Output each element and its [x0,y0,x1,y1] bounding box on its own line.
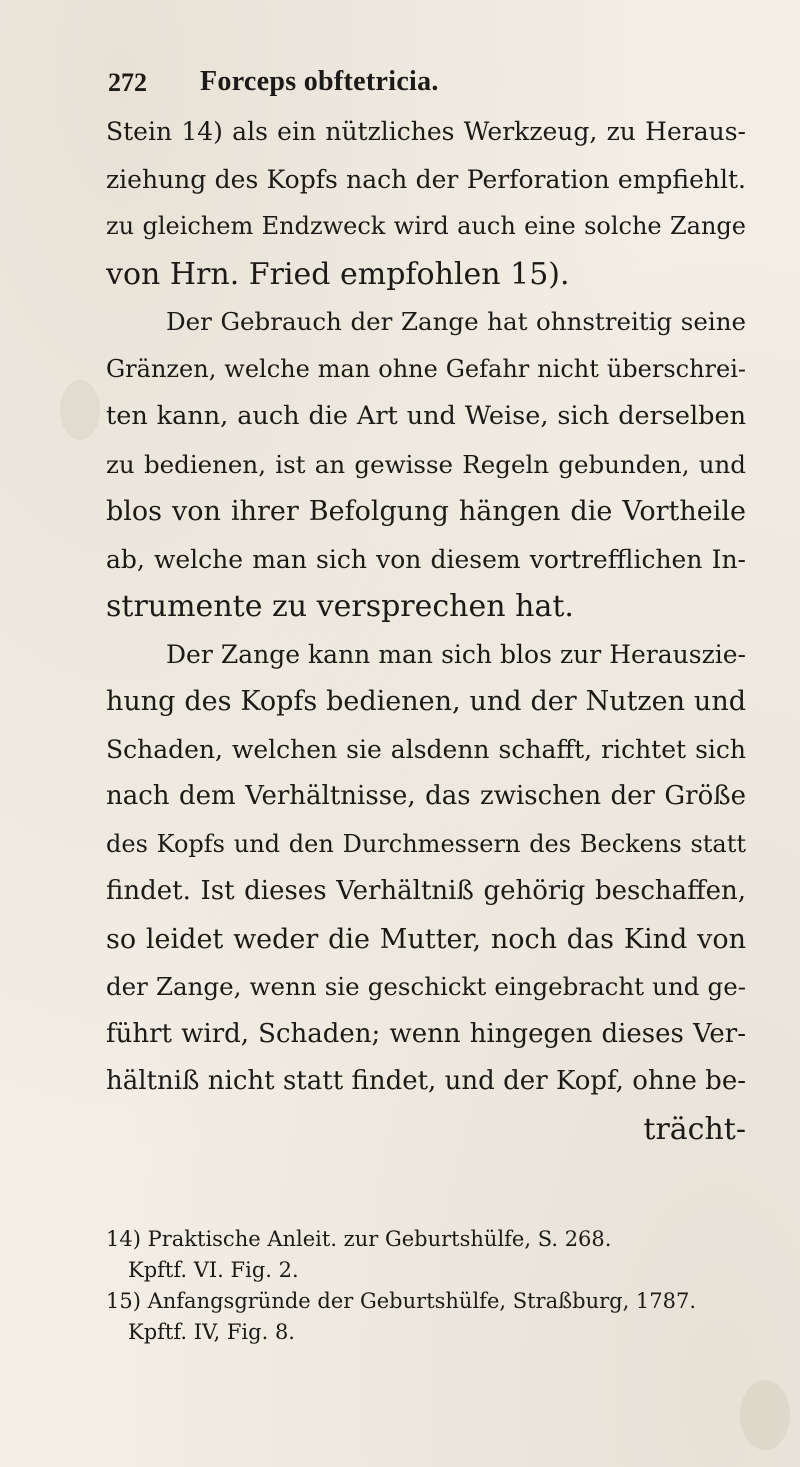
text-line: hung des Kopfs bedienen, und der Nutzen und [106,686,746,717]
text-line: führt wird, Schaden; wenn hingegen dieses Ver- [106,1018,746,1049]
paper-stain [60,380,100,440]
body-text [106,108,746,1153]
text-line: so leidet weder die Mutter, noch das Kind von [106,923,746,955]
footnote-line: 14) Praktische Anleit. zur Geburtshülfe, S. 268. [106,1227,612,1251]
text-line: ab, welche man sich von diesem vortrefflichen In- [106,544,746,574]
text-line: Der Zange kann man sich blos zur Herauszie- [166,639,746,669]
text-line: des Kopfs und den Durchmessern des Beckens statt [106,829,746,858]
text-line: nach dem Verhältnisse, das zwischen der Größe [106,781,746,811]
text-line: strumente zu versprechen hat. [106,589,574,624]
text-line: ten kann, auch die Art und Weise, sich derselben [106,401,746,431]
text-line: Der Gebrauch der Zange hat ohnstreitig seine [166,307,746,336]
text-line: blos von ihrer Befolgung hängen die Vortheile [106,496,746,527]
text-line: zu gleichem Endzweck wird auch eine solche Zange [106,212,746,240]
paper-stain [740,1380,790,1450]
footnote-line: Kpftf. VI. Fig. 2. [128,1258,299,1282]
running-head [108,62,668,102]
catchword: trächt- [643,1111,746,1147]
page-number: 272 [108,68,147,97]
text-line: findet. Ist dieses Verhältniß gehörig beschaffen, [106,876,746,906]
text-line: ziehung des Kopfs nach der Perforation empfiehlt. [106,164,746,194]
text-line: von Hrn. Fried empfohlen 15). [106,256,570,292]
text-line: hältniß nicht statt findet, und der Kopf, ohne be- [106,1066,746,1096]
footnote-line: 15) Anfangsgründe der Geburtshülfe, Straßburg, 1787. [106,1289,697,1313]
text-line: Gränzen, welche man ohne Gefahr nicht überschrei- [106,354,746,383]
text-line: Stein 14) als ein nützliches Werkzeug, zu Heraus- [106,117,746,146]
running-title: Forceps obftetricia. [200,66,439,97]
footnote-line: Kpftf. IV, Fig. 8. [128,1320,295,1344]
text-line: zu bedienen, ist an gewisse Regeln gebunden, und [106,449,746,479]
text-line: Schaden, welchen sie alsdenn schafft, richtet sich [106,734,746,764]
footnotes [106,1224,746,1348]
text-line: der Zange, wenn sie geschickt eingebracht und ge- [106,972,746,1001]
